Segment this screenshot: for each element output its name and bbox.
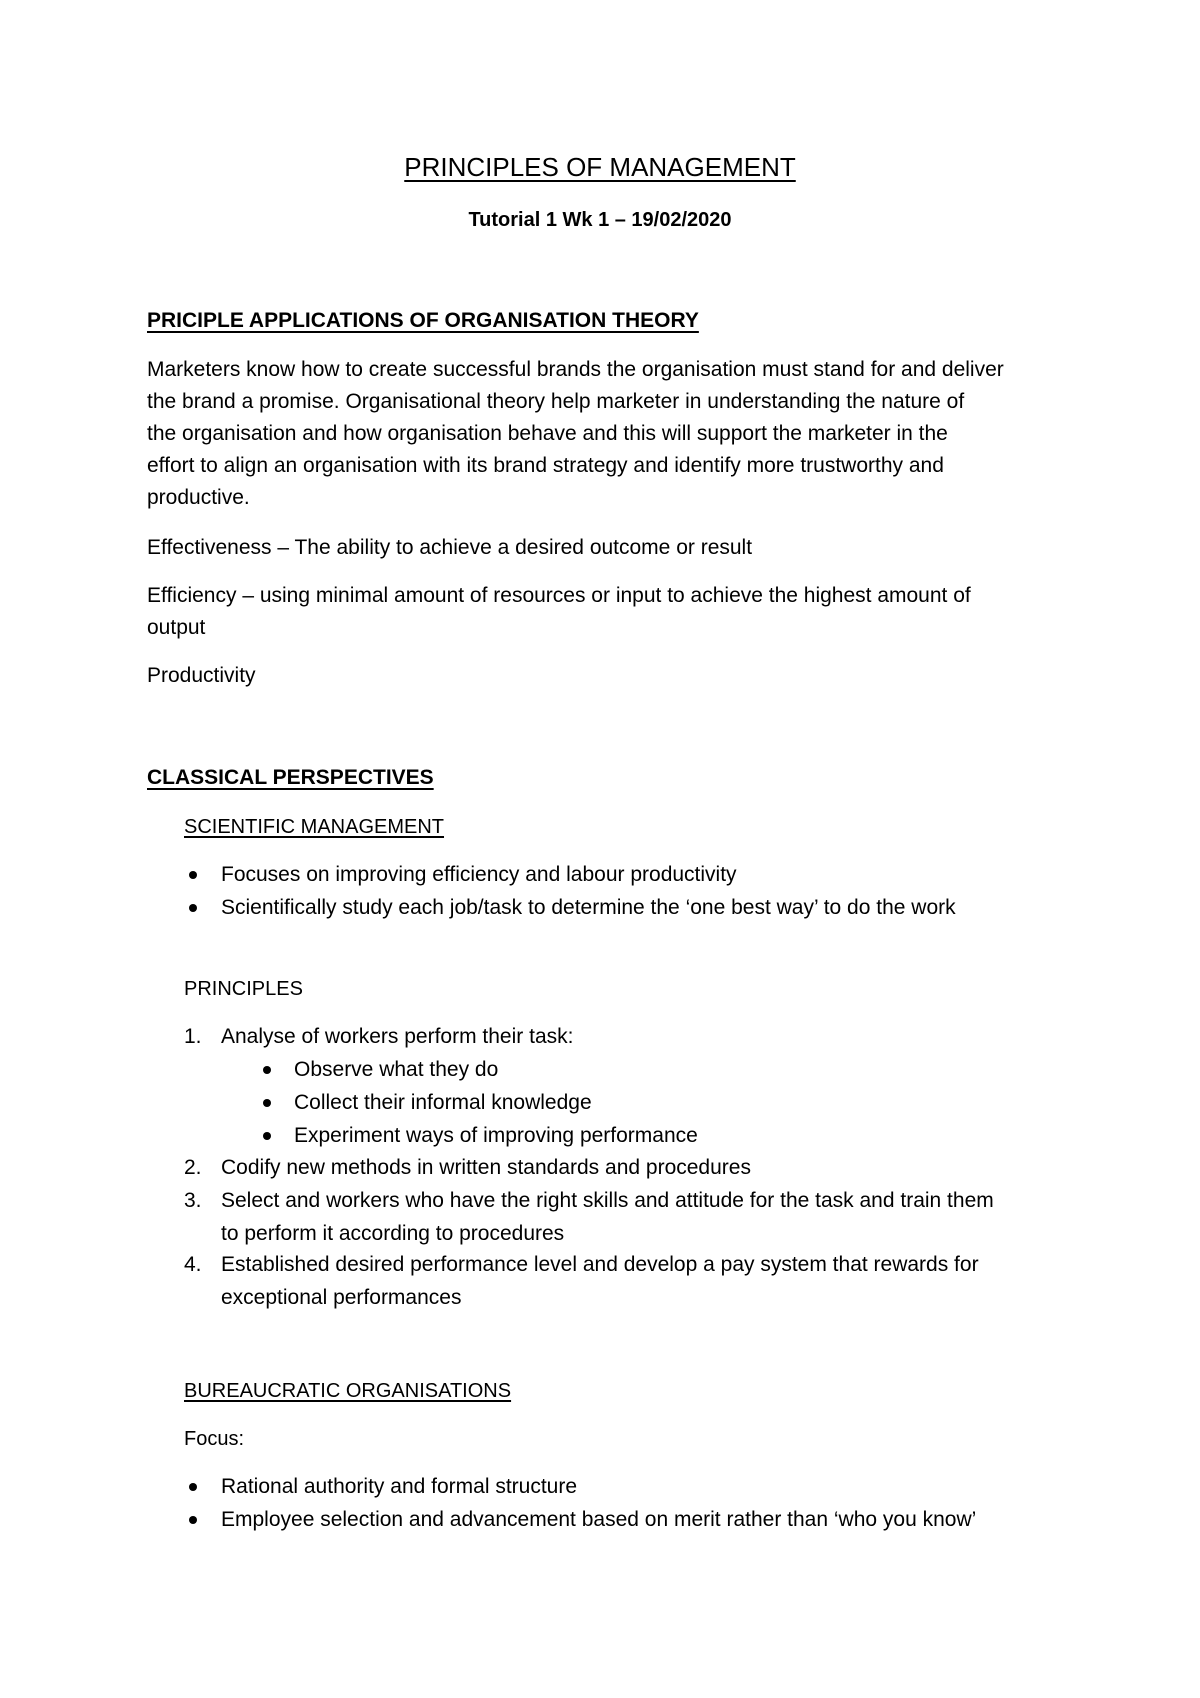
list-item: Focuses on improving efficiency and labour productivity [221,863,737,886]
paragraph-line: productive. [147,486,250,509]
bullet-icon [189,904,197,912]
efficiency-line: Efficiency – using minimal amount of resources or input to achieve the highest amount of [147,584,971,607]
bullet-icon [189,1483,197,1491]
list-item: Scientifically study each job/task to determine the ‘one best way’ to do the work [221,896,956,919]
bullet-icon [263,1132,271,1140]
list-number: 4. [184,1253,202,1276]
bullet-icon [189,1516,197,1524]
bullet-icon [263,1066,271,1074]
list-subitem: Experiment ways of improving performance [294,1124,698,1147]
list-item: Select and workers who have the right skills and attitude for the task and train them [221,1189,994,1212]
list-item: Analyse of workers perform their task: [221,1025,574,1048]
list-item: Established desired performance level and develop a pay system that rewards for [221,1253,979,1276]
productivity-term: Productivity [147,664,256,687]
efficiency-definition [147,580,1077,644]
bullet-icon [189,871,197,879]
list-item: Rational authority and formal structure [221,1475,578,1498]
effectiveness-definition: Effectiveness – The ability to achieve a desired outcome or result [147,536,753,559]
list-subitem: Collect their informal knowledge [294,1091,592,1114]
organisation-theory-paragraph [147,354,1077,514]
subheading-bureaucratic-organisations: BUREAUCRATIC ORGANISATIONS [184,1380,512,1402]
list-item-continuation: to perform it according to procedures [221,1222,565,1245]
section-heading-classical-perspectives: CLASSICAL PERSPECTIVES [147,766,434,789]
paragraph-line: effort to align an organisation with its brand strategy and identify more trustworthy and [147,454,944,477]
section-heading-organisation-theory: PRICIPLE APPLICATIONS OF ORGANISATION THEORY [147,309,699,332]
list-subitem: Observe what they do [294,1058,499,1081]
list-number: 1. [184,1025,202,1048]
list-number: 3. [184,1189,202,1212]
paragraph-line: the organisation and how organisation behave and this will support the marketer in the [147,422,948,445]
paragraph-line: Marketers know how to create successful brands the organisation must stand for and deliver [147,358,1004,381]
list-item: Codify new methods in written standards and procedures [221,1156,751,1179]
document-subtitle: Tutorial 1 Wk 1 – 19/02/2020 [468,209,732,231]
subheading-scientific-management: SCIENTIFIC MANAGEMENT [184,816,445,838]
subheading-principles: PRINCIPLES [184,978,303,1000]
efficiency-line: output [147,616,206,639]
list-item-continuation: exceptional performances [221,1286,462,1309]
bullet-icon [263,1099,271,1107]
paragraph-line: the brand a promise. Organisational theory help marketer in understanding the nature of [147,390,965,413]
document-title: PRINCIPLES OF MANAGEMENT [404,152,796,182]
list-number: 2. [184,1156,202,1179]
focus-label: Focus: [184,1428,245,1450]
list-item: Employee selection and advancement based on merit rather than ‘who you know’ [221,1508,977,1531]
